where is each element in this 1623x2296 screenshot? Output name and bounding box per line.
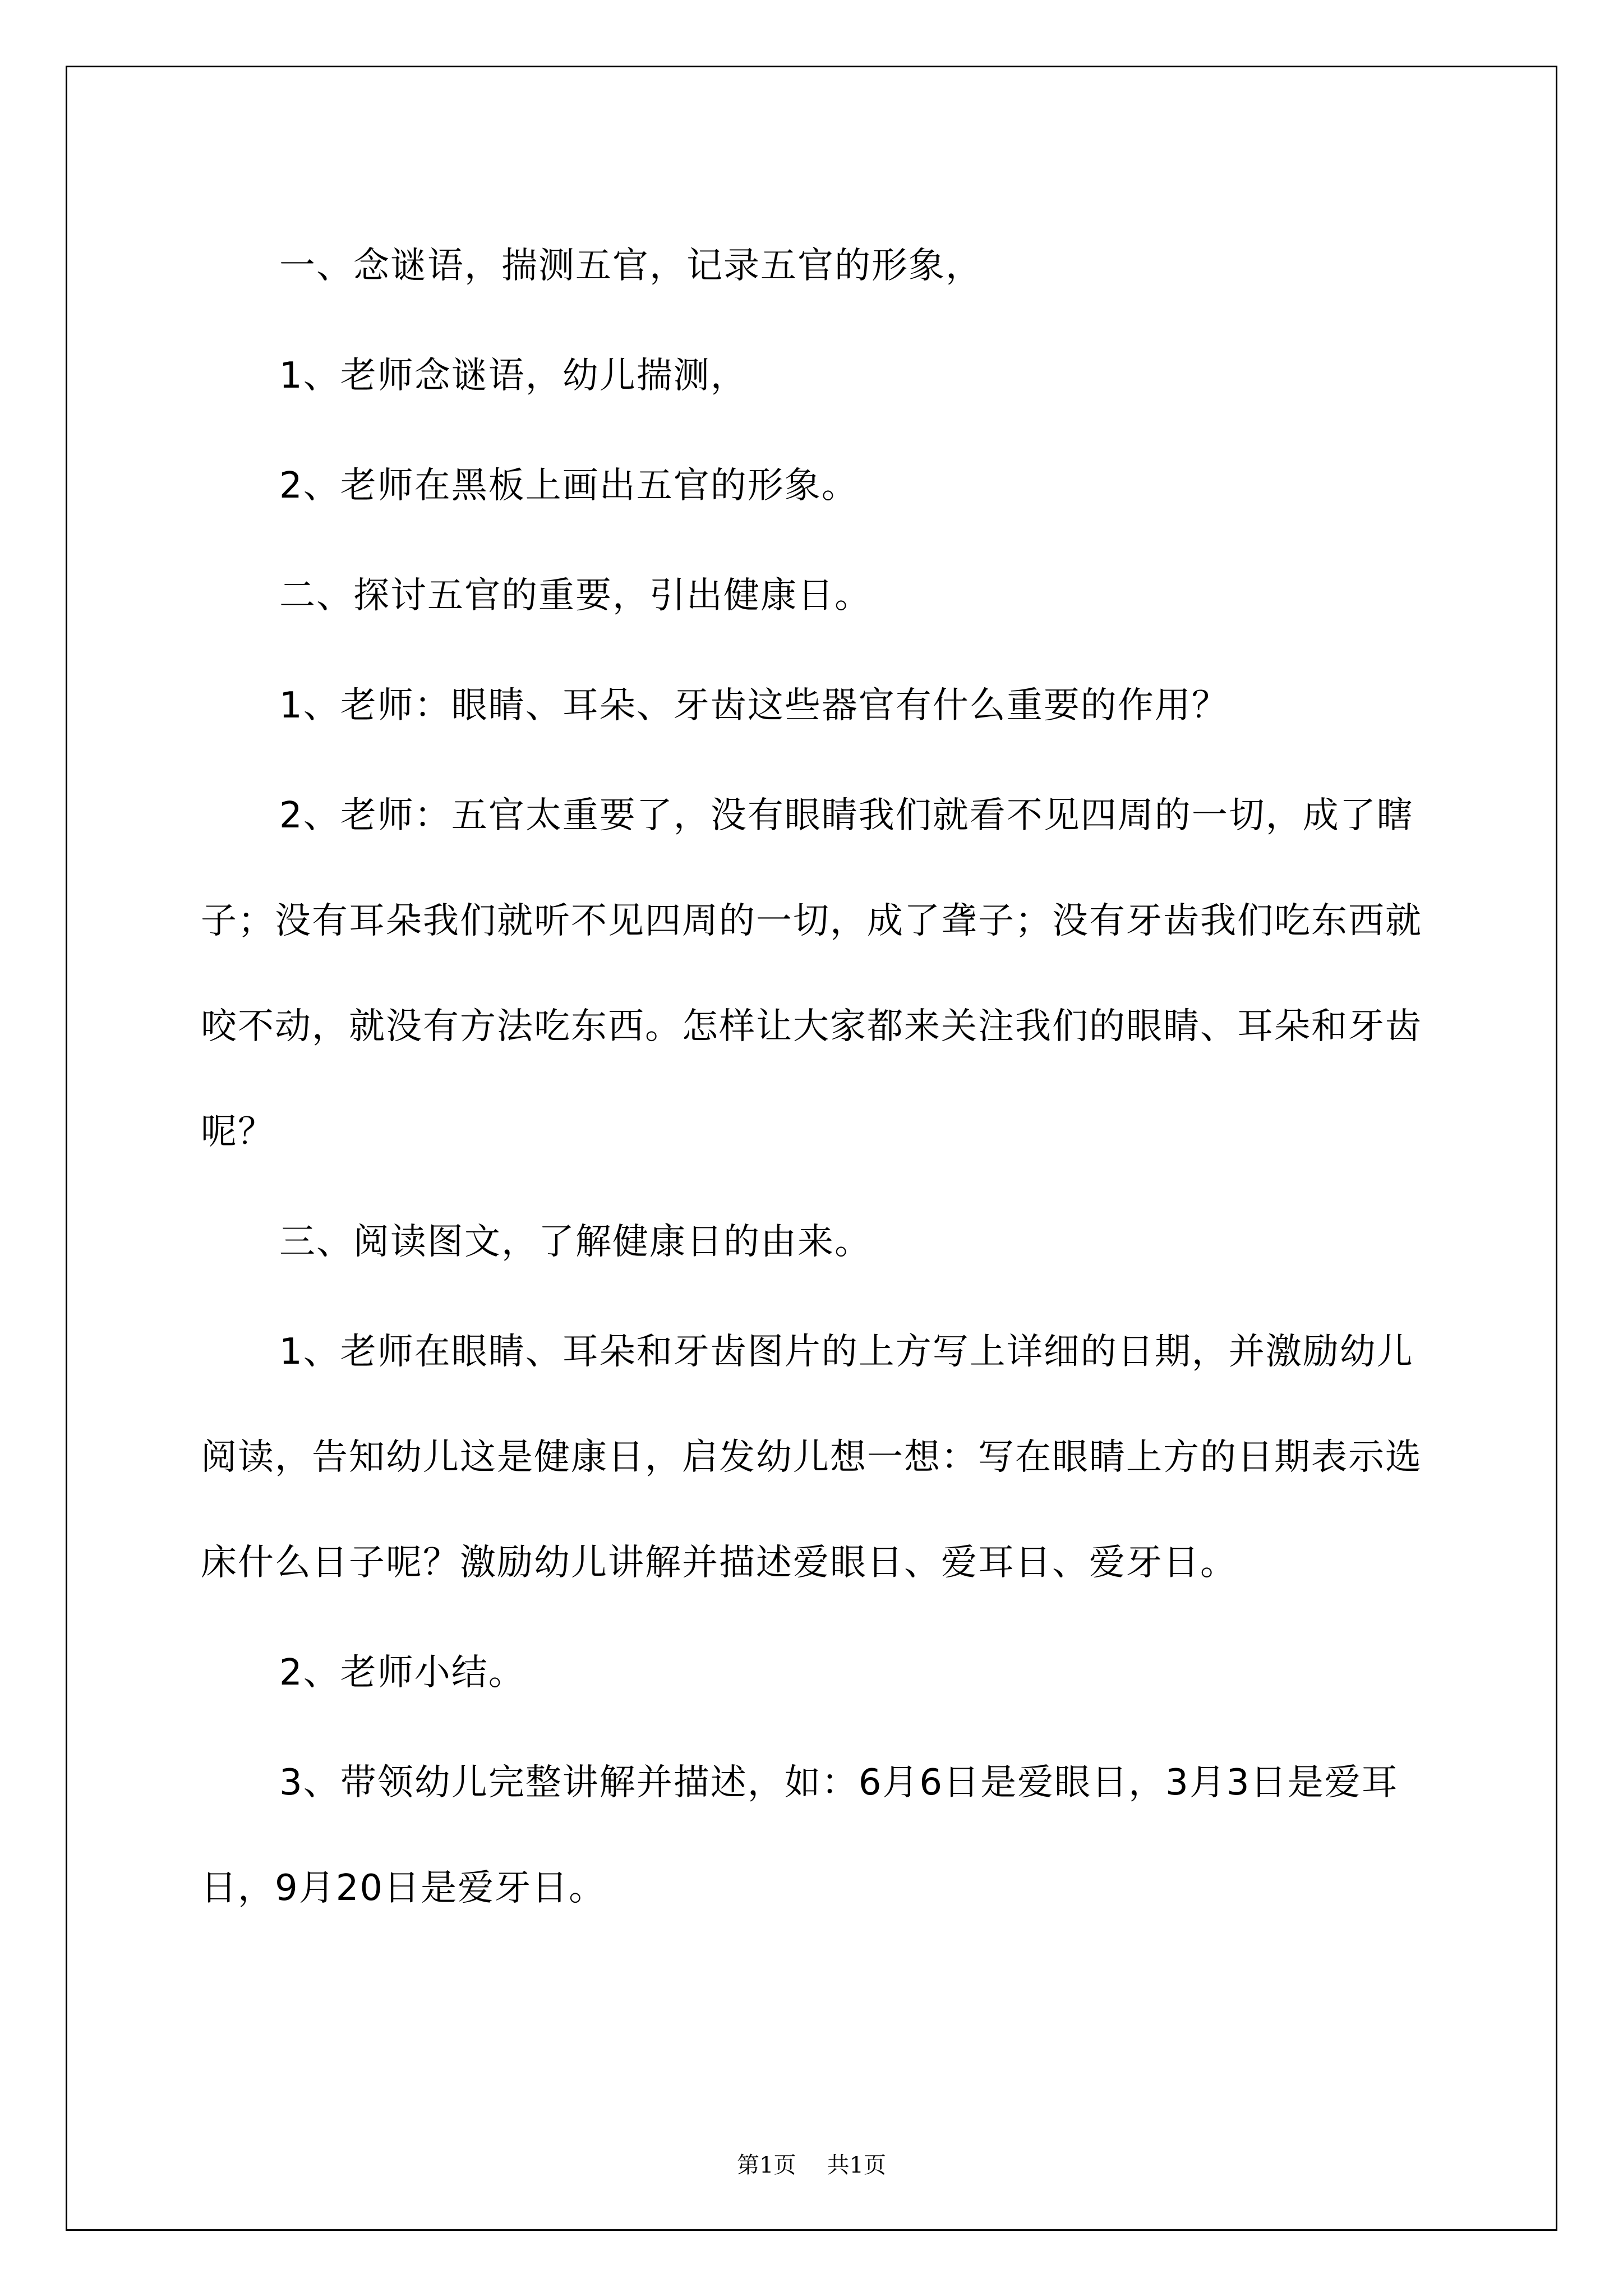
- heading-discussion: 二、探讨五官的重要，引出健康日。: [279, 575, 872, 616]
- list-item: 2、老师：五官太重要了，没有眼睛我们就看不见四周的一切，成了瞎子；没有耳朵我们就听不见四周的一切，成了聋子；没有牙齿我们吃东西就咬不动，就没有方法吃东西。怎样让大家都来关注我们的眼睛、耳朵和牙齿呢？: [201, 795, 1422, 1153]
- list-item: 1、老师念谜语，幼儿揣测，: [279, 355, 748, 397]
- heading-reading: 三、阅读图文，了解健康日的由来。: [279, 1221, 872, 1263]
- page-total: 共1页: [827, 2152, 886, 2178]
- document-body: [201, 213, 1435, 1941]
- heading-riddle: 一、念谜语，揣测五官，记录五官的形象，: [279, 245, 983, 287]
- list-item: 3、带领幼儿完整讲解并描述，如：6月6日是爱眼日，3月3日是爱耳日，9月20日是爱牙日。: [201, 1762, 1399, 1909]
- list-item: 2、老师小结。: [279, 1652, 525, 1694]
- list-item: 2、老师在黑板上画出五官的形象。: [279, 465, 859, 507]
- page-number: 第1页: [737, 2152, 796, 2178]
- list-item: 1、老师：眼睛、耳朵、牙齿这些器官有什么重要的作用？: [279, 685, 1229, 726]
- list-item: 1、老师在眼睛、耳朵和牙齿图片的上方写上详细的日期，并激励幼儿阅读，告知幼儿这是健康日，启发幼儿想一想：写在眼睛上方的日期表示选床什么日子呢？激励幼儿讲解并描述爱眼日、爱耳日、爱牙日。: [201, 1331, 1422, 1584]
- page-footer: [0, 2148, 1623, 2182]
